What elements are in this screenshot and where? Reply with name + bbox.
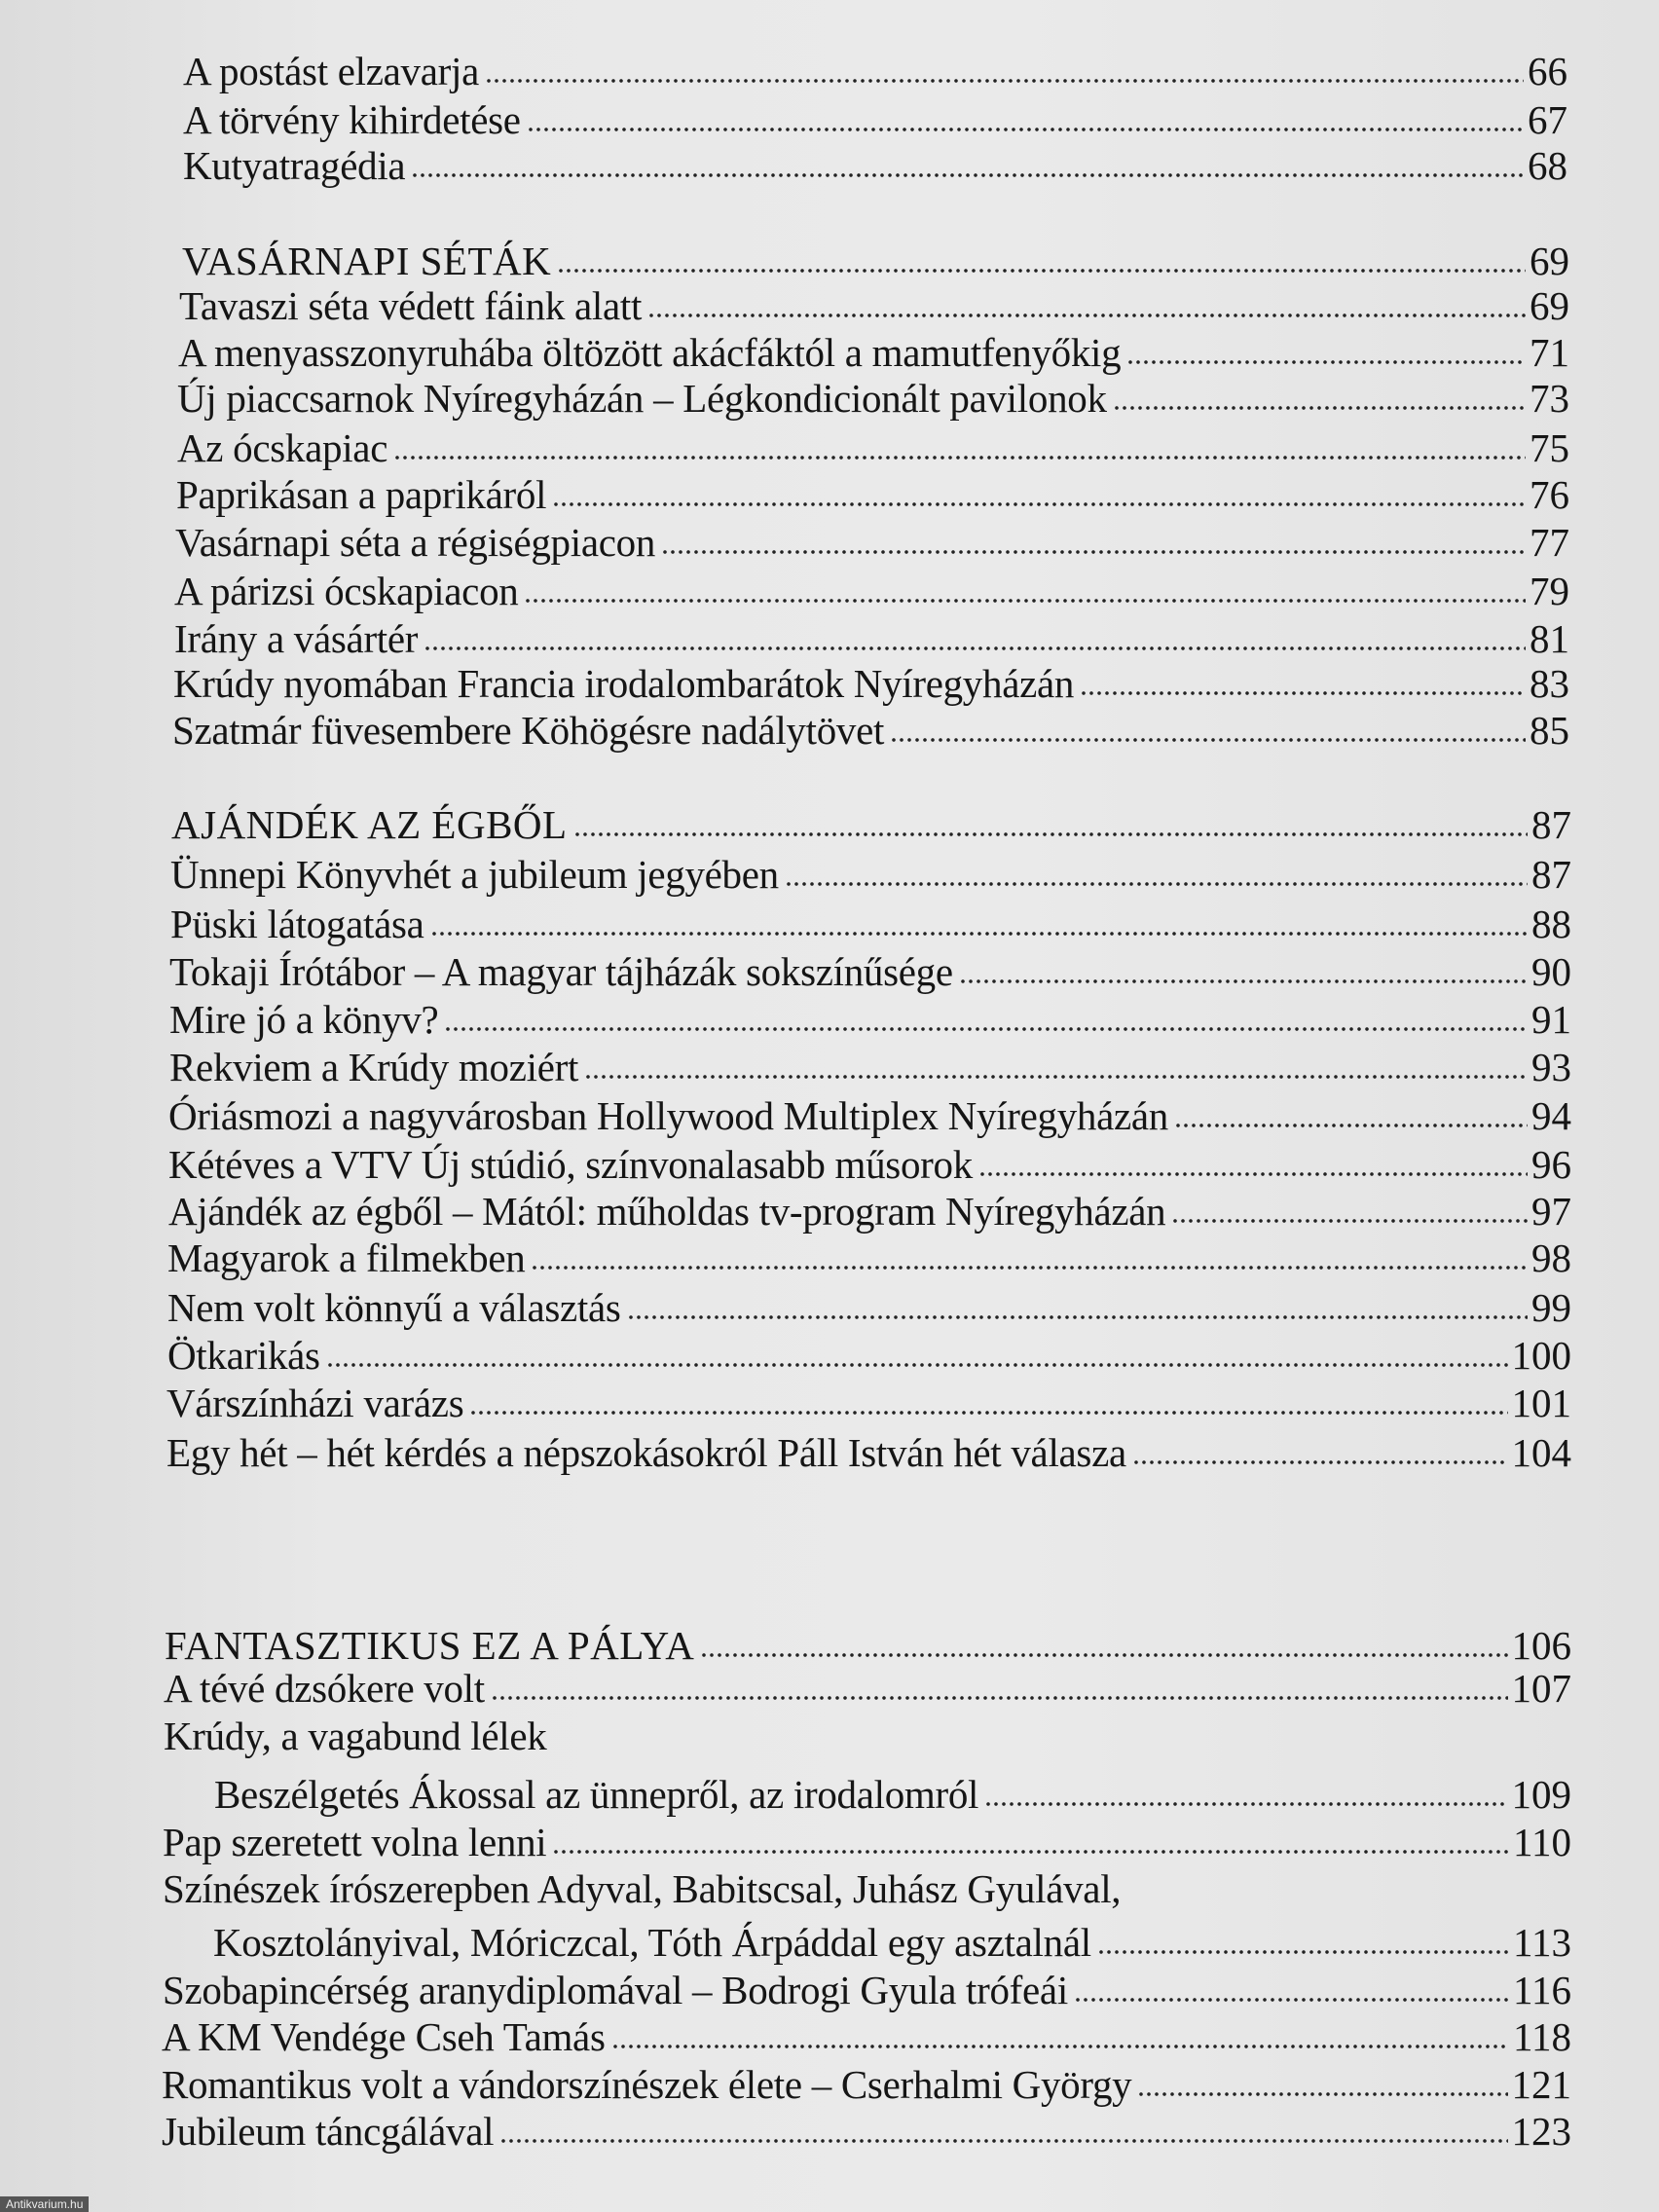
entry-title: Krúdy, a vagabund lélek [164,1714,547,1758]
entry-title: Romantikus volt a vándorszínészek élete – Cserhalmi György [162,2062,1132,2107]
entry-title: Irány a vásártér [174,616,419,661]
page-number: 66 [1528,49,1567,93]
entry-title: Vasárnapi séta a régiségpiacon [175,520,656,565]
entry-title: Tokaji Írótábor – A magyar tájházák sokszínűsége [169,949,953,994]
toc-entry [183,48,1567,94]
entry-title: Jubileum táncgálával [162,2109,495,2154]
entry-title: A menyasszonyruhába öltözött akácfáktól a mamutfenyőkig [178,330,1122,375]
entry-title: Óriásmozi a nagyvárosban Hollywood Multiplex Nyíregyházán [168,1093,1168,1138]
toc-entry [183,96,1567,143]
page-number: 69 [1530,283,1569,328]
dot-leader [485,78,1524,84]
entry-title: Színészek írószerepben Adyval, Babitscsal, Juhász Gyulával, [163,1866,1122,1911]
page-number: 107 [1511,1666,1571,1711]
entry-title: Új piaccsarnok Nyíregyházán – Légkondicionált pavilonok [177,376,1107,421]
dot-leader [1132,1459,1508,1465]
dot-leader [430,931,1528,937]
dot-leader [424,645,1526,651]
toc-section-heading [182,238,1569,284]
toc-entry [166,1429,1571,1476]
toc-entry [183,142,1567,189]
dot-leader [444,1026,1528,1032]
dot-leader [890,737,1526,743]
page-number: 67 [1528,97,1567,142]
dot-leader [524,598,1526,604]
page-number: 97 [1531,1189,1571,1234]
toc-entry [174,568,1569,614]
toc-entry [163,1819,1571,1865]
dot-leader [499,2138,1507,2144]
toc-section-heading [171,801,1571,848]
toc-entry [213,1919,1571,1966]
entry-title: Beszélgetés Ákossal az ünnepről, az irodalomról [214,1772,979,1817]
page-number: 69 [1530,239,1569,283]
dot-leader [527,127,1524,132]
dot-leader [1171,1218,1528,1224]
page-number: 77 [1530,520,1569,565]
entry-title: AJÁNDÉK AZ ÉGBŐL [171,802,568,847]
dot-leader [326,1362,1508,1368]
dot-leader [627,1314,1528,1320]
page-number: 75 [1530,425,1569,470]
dot-leader [959,978,1528,984]
toc-entry [163,1865,1571,1912]
toc-entry [177,424,1569,471]
toc-section-heading [165,1622,1571,1669]
page-number: 104 [1511,1430,1571,1475]
page-number: 81 [1530,616,1569,661]
page-number: 93 [1531,1045,1571,1089]
page-number: 99 [1531,1285,1571,1330]
dot-leader [469,1410,1507,1416]
toc-entry [162,2061,1571,2108]
toc-entry [214,1771,1571,1818]
page-number: 101 [1511,1381,1571,1425]
dot-leader [584,1074,1528,1080]
dot-leader [611,2044,1509,2049]
dot-leader [491,1695,1508,1701]
toc-entry [170,901,1571,947]
toc-entry [167,1332,1571,1379]
dot-leader [1097,1949,1509,1955]
page-number: 73 [1530,376,1569,421]
toc-entry [177,375,1569,422]
entry-title: Nem volt könnyű a választás [167,1285,621,1330]
page-number: 94 [1531,1093,1571,1138]
dot-leader [978,1171,1528,1177]
entry-title: Szobapincérség aranydiplomával – Bodrogi Gyula trófeái [163,1968,1068,2012]
page-number: 100 [1511,1333,1571,1378]
entry-title: Várszínházi varázs [166,1381,464,1425]
dot-leader [573,831,1528,837]
dot-leader [1126,359,1526,365]
entry-title: Mire jó a könyv? [169,997,439,1042]
watermark: Antikvarium.hu [0,2196,89,2212]
entry-title: FANTASZTIKUS EZ A PÁLYA [165,1623,695,1668]
entry-title: Tavaszi séta védett fáink alatt [179,283,643,328]
toc-entry [162,2108,1571,2155]
toc-entry [169,948,1571,995]
toc-entry [163,1967,1571,2013]
entry-title: A postást elzavarja [183,49,479,93]
dot-leader [1137,2091,1507,2097]
dot-leader [984,1801,1507,1807]
dot-leader [552,1849,1509,1855]
entry-title: Kosztolányival, Móriczcal, Tóth Árpáddal egy asztalnál [213,1920,1091,1965]
toc-entry [178,329,1569,376]
toc-entry [173,660,1569,707]
toc-entry [175,519,1569,566]
entry-title: A párizsi ócskapiacon [174,569,519,613]
dot-leader [411,172,1524,178]
entry-title: Kétéves a VTV Új stúdió, színvonalasabb műsorok [168,1142,973,1187]
entry-title: Püski látogatása [170,902,424,946]
entry-title: Kutyatragédia [183,143,406,188]
dot-leader [785,881,1528,887]
dot-leader [552,501,1526,507]
page-number: 68 [1528,143,1567,188]
page-number: 88 [1531,902,1571,946]
page-number: 110 [1513,1820,1571,1864]
dot-leader [1074,1997,1509,2003]
entry-title: Az ócskapiac [177,425,388,470]
page-number: 76 [1530,472,1569,517]
entry-title: A KM Vendége Cseh Tamás [162,2014,606,2059]
entry-title: Szatmár füvesembere Köhögésre nadálytövet [172,708,885,753]
dot-leader [1174,1123,1528,1128]
toc-entry [164,1665,1571,1712]
page-number: 87 [1531,852,1571,897]
toc-entry [176,471,1569,518]
dot-leader [661,549,1526,555]
page-number: 123 [1511,2109,1571,2154]
toc-entry [168,1188,1571,1235]
entry-title: Egy hét – hét kérdés a népszokásokról Páll István hét válasza [166,1430,1126,1475]
page-number: 121 [1511,2062,1571,2107]
page-number: 79 [1530,569,1569,613]
dot-leader [557,268,1526,274]
entry-title: A törvény kihirdetése [183,97,521,142]
toc-entry [168,1141,1571,1188]
dot-leader [700,1652,1507,1658]
entry-title: Pap szeretett volna lenni [163,1820,547,1864]
toc-entry [170,851,1571,898]
entry-title: Paprikásan a paprikáról [176,472,547,517]
entry-title: VASÁRNAPI SÉTÁK [182,239,552,283]
page-number: 113 [1513,1920,1571,1965]
page-number: 116 [1513,1968,1571,2012]
toc-entry [169,996,1571,1043]
entry-title: Krúdy nyomában Francia irodalombarátok Nyíregyházán [173,661,1075,706]
dot-leader [531,1265,1528,1271]
page-number: 85 [1530,708,1569,753]
toc-entry [179,282,1569,329]
toc-entry [162,2013,1571,2060]
page-number: 87 [1531,802,1571,847]
toc-entry [166,1380,1571,1426]
page-number: 106 [1511,1623,1571,1668]
toc-entry [167,1235,1571,1281]
dot-leader [1080,690,1526,696]
dot-leader [647,313,1526,318]
entry-title: Magyarok a filmekben [167,1235,526,1280]
page-number: 83 [1530,661,1569,706]
dot-leader [1113,405,1526,411]
page-number: 71 [1530,330,1569,375]
page-number: 91 [1531,997,1571,1042]
page-number: 98 [1531,1235,1571,1280]
entry-title: Ötkarikás [167,1333,320,1378]
toc-entry [174,615,1569,662]
dot-leader [393,455,1526,461]
entry-title: Rekviem a Krúdy moziért [169,1045,579,1089]
toc-entry [169,1044,1571,1090]
entry-title: Ünnepi Könyvhét a jubileum jegyében [170,852,779,897]
page-number: 96 [1531,1142,1571,1187]
toc-entry [168,1092,1571,1139]
toc-entry [172,707,1569,754]
entry-title: Ajándék az égből – Mától: műholdas tv-program Nyíregyházán [168,1189,1166,1234]
page-number: 109 [1511,1772,1571,1817]
entry-title: A tévé dzsókere volt [164,1666,485,1711]
page-number: 118 [1513,2014,1571,2059]
toc-entry [167,1284,1571,1331]
page-number: 90 [1531,949,1571,994]
toc-entry [164,1713,1571,1759]
